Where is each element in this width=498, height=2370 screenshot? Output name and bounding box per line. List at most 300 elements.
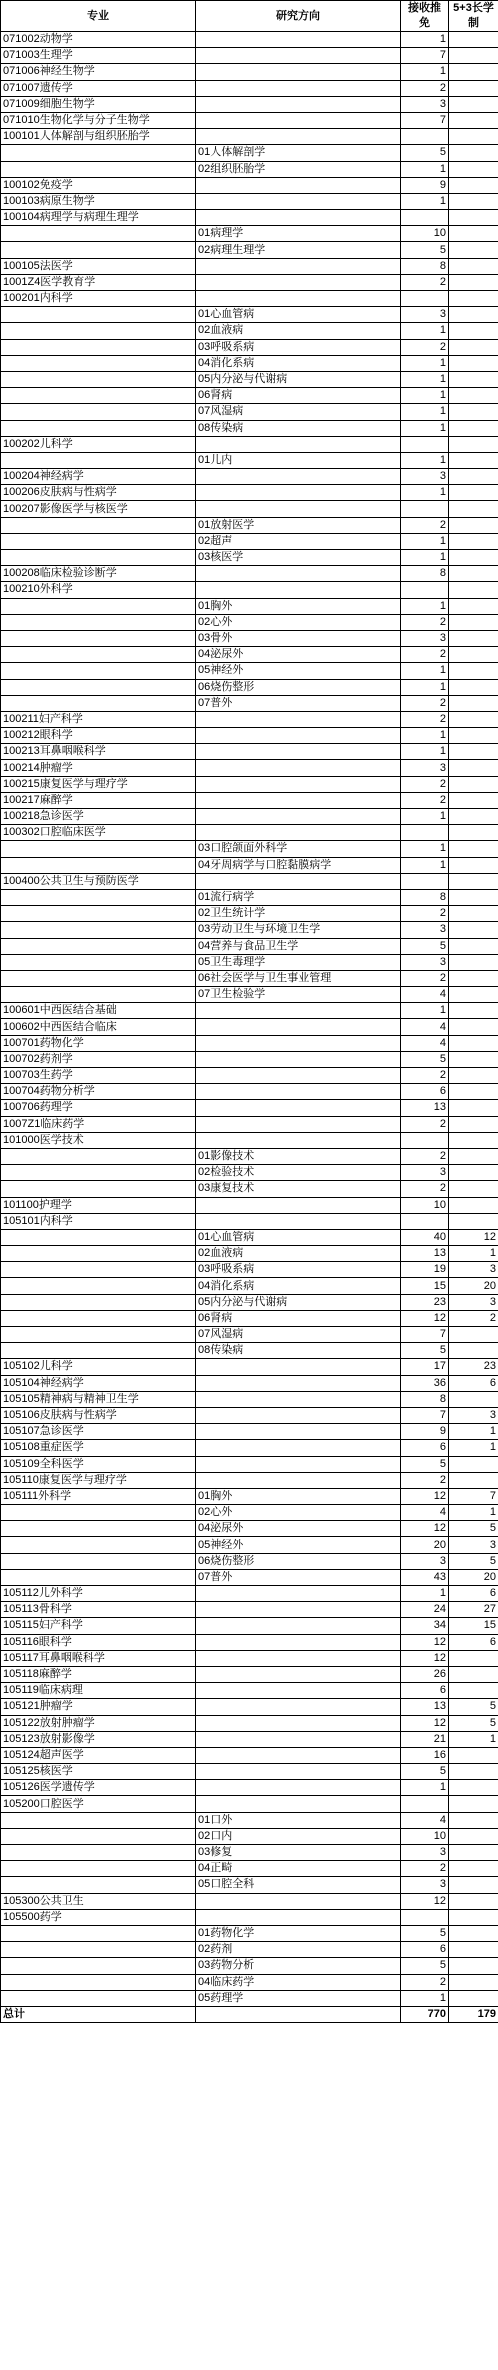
cell-direction: 06社会医学与卫生事业管理 xyxy=(196,970,401,986)
cell-major xyxy=(1,550,196,566)
cell-accept: 1 xyxy=(401,728,449,744)
cell-direction: 07普外 xyxy=(196,1569,401,1585)
cell-major xyxy=(1,1148,196,1164)
table-row xyxy=(1,1068,498,1084)
cell-accept xyxy=(401,1132,449,1148)
cell-accept: 1 xyxy=(401,355,449,371)
table-row xyxy=(1,1084,498,1100)
table-row xyxy=(1,1359,498,1375)
cell-direction xyxy=(196,1068,401,1084)
cell-track: 5 xyxy=(449,1521,498,1537)
cell-accept: 1 xyxy=(401,809,449,825)
cell-major xyxy=(1,1278,196,1294)
cell-direction xyxy=(196,1407,401,1423)
cell-direction: 05内分泌与代谢病 xyxy=(196,371,401,387)
table-row xyxy=(1,1683,498,1699)
cell-major xyxy=(1,307,196,323)
cell-direction xyxy=(196,1100,401,1116)
cell-direction: 01胸外 xyxy=(196,1488,401,1504)
cell-direction: 03劳动卫生与环境卫生学 xyxy=(196,922,401,938)
table-row xyxy=(1,1132,498,1148)
cell-track xyxy=(449,1877,498,1893)
cell-accept: 2 xyxy=(401,695,449,711)
cell-track xyxy=(449,1165,498,1181)
cell-direction xyxy=(196,210,401,226)
header-accept: 接收推免 xyxy=(401,1,449,32)
cell-track xyxy=(449,371,498,387)
table-row xyxy=(1,630,498,646)
cell-direction: 07风湿病 xyxy=(196,404,401,420)
cell-track xyxy=(449,825,498,841)
cell-major xyxy=(1,161,196,177)
cell-direction: 06烧伤整形 xyxy=(196,679,401,695)
cell-accept: 12 xyxy=(401,1715,449,1731)
cell-accept xyxy=(401,129,449,145)
table-row xyxy=(1,922,498,938)
cell-major xyxy=(1,339,196,355)
cell-accept: 3 xyxy=(401,1877,449,1893)
cell-major: 100201内科学 xyxy=(1,291,196,307)
table-row xyxy=(1,210,498,226)
table-row xyxy=(1,1294,498,1310)
cell-direction: 01胸外 xyxy=(196,598,401,614)
cell-direction xyxy=(196,873,401,889)
cell-accept: 1 xyxy=(401,679,449,695)
cell-direction: 02口内 xyxy=(196,1828,401,1844)
cell-direction: 05口腔全科 xyxy=(196,1877,401,1893)
cell-major: 105123放射影像学 xyxy=(1,1731,196,1747)
cell-major xyxy=(1,1974,196,1990)
table-row xyxy=(1,1148,498,1164)
cell-major: 100103病原生物学 xyxy=(1,193,196,209)
cell-accept xyxy=(401,582,449,598)
cell-accept: 5 xyxy=(401,145,449,161)
cell-direction xyxy=(196,274,401,290)
cell-major: 105101内科学 xyxy=(1,1213,196,1229)
cell-major: 105111外科学 xyxy=(1,1488,196,1504)
cell-accept: 6 xyxy=(401,1683,449,1699)
cell-track xyxy=(449,1051,498,1067)
table-row xyxy=(1,1181,498,1197)
cell-accept: 16 xyxy=(401,1747,449,1763)
cell-direction xyxy=(196,809,401,825)
cell-track xyxy=(449,1148,498,1164)
cell-major xyxy=(1,970,196,986)
table-row xyxy=(1,1003,498,1019)
cell-major: 100703生药学 xyxy=(1,1068,196,1084)
table-row xyxy=(1,1456,498,1472)
cell-accept: 5 xyxy=(401,1343,449,1359)
cell-track xyxy=(449,679,498,695)
cell-accept: 10 xyxy=(401,1197,449,1213)
table-row xyxy=(1,1051,498,1067)
cell-major xyxy=(1,1925,196,1941)
cell-accept: 1 xyxy=(401,533,449,549)
cell-track xyxy=(449,809,498,825)
cell-track xyxy=(449,96,498,112)
cell-track: 1 xyxy=(449,1505,498,1521)
cell-track xyxy=(449,210,498,226)
cell-accept: 20 xyxy=(401,1537,449,1553)
cell-major xyxy=(1,598,196,614)
cell-track xyxy=(449,1812,498,1828)
cell-major xyxy=(1,1861,196,1877)
cell-accept: 9 xyxy=(401,1424,449,1440)
cell-accept: 8 xyxy=(401,258,449,274)
cell-track xyxy=(449,857,498,873)
cell-direction: 05卫生毒理学 xyxy=(196,954,401,970)
cell-major: 100207影像医学与核医学 xyxy=(1,501,196,517)
table-row xyxy=(1,371,498,387)
cell-accept: 1 xyxy=(401,1780,449,1796)
table-row xyxy=(1,857,498,873)
cell-direction: 03口腔颌面外科学 xyxy=(196,841,401,857)
cell-track xyxy=(449,1019,498,1035)
cell-accept: 12 xyxy=(401,1521,449,1537)
cell-track xyxy=(449,566,498,582)
cell-track: 6 xyxy=(449,1375,498,1391)
cell-track xyxy=(449,1132,498,1148)
cell-accept: 15 xyxy=(401,1278,449,1294)
header-major: 专业 xyxy=(1,1,196,32)
cell-accept: 2 xyxy=(401,614,449,630)
cell-direction xyxy=(196,1035,401,1051)
cell-major: 105122放射肿瘤学 xyxy=(1,1715,196,1731)
table-row xyxy=(1,1990,498,2006)
cell-direction: 04营养与食品卫生学 xyxy=(196,938,401,954)
cell-major: 105104神经病学 xyxy=(1,1375,196,1391)
cell-accept: 6 xyxy=(401,1084,449,1100)
cell-direction xyxy=(196,485,401,501)
cell-major xyxy=(1,647,196,663)
table-row xyxy=(1,517,498,533)
cell-track xyxy=(449,614,498,630)
total-empty-cell xyxy=(196,2006,401,2022)
cell-major: 100302口腔临床医学 xyxy=(1,825,196,841)
cell-major: 100701药物化学 xyxy=(1,1035,196,1051)
total-row xyxy=(1,2006,498,2022)
cell-major: 105119临床病理 xyxy=(1,1683,196,1699)
cell-direction xyxy=(196,1747,401,1763)
cell-direction: 02组织胚胎学 xyxy=(196,161,401,177)
cell-major: 105200口腔医学 xyxy=(1,1796,196,1812)
cell-track xyxy=(449,1828,498,1844)
cell-direction xyxy=(196,566,401,582)
cell-major xyxy=(1,1246,196,1262)
table-row xyxy=(1,1812,498,1828)
cell-track xyxy=(449,711,498,727)
cell-track xyxy=(449,1068,498,1084)
cell-track xyxy=(449,388,498,404)
table-row xyxy=(1,1165,498,1181)
table-row xyxy=(1,258,498,274)
cell-major: 100601中西医结合基础 xyxy=(1,1003,196,1019)
table-row xyxy=(1,1861,498,1877)
table-row xyxy=(1,1877,498,1893)
cell-direction xyxy=(196,760,401,776)
table-header-row xyxy=(1,1,498,32)
cell-accept: 2 xyxy=(401,80,449,96)
cell-accept xyxy=(401,1796,449,1812)
cell-track xyxy=(449,501,498,517)
cell-track xyxy=(449,582,498,598)
cell-major xyxy=(1,695,196,711)
table-row xyxy=(1,1391,498,1407)
cell-direction: 04临床药学 xyxy=(196,1974,401,1990)
table-row xyxy=(1,96,498,112)
cell-major xyxy=(1,954,196,970)
cell-accept: 8 xyxy=(401,1391,449,1407)
cell-track xyxy=(449,64,498,80)
table-row xyxy=(1,1197,498,1213)
cell-direction xyxy=(196,1618,401,1634)
table-row xyxy=(1,1602,498,1618)
cell-accept: 1 xyxy=(401,371,449,387)
cell-direction xyxy=(196,728,401,744)
cell-major: 100215康复医学与理疗学 xyxy=(1,776,196,792)
cell-major xyxy=(1,841,196,857)
table-row xyxy=(1,970,498,986)
table-row xyxy=(1,80,498,96)
cell-accept: 1 xyxy=(401,598,449,614)
cell-major xyxy=(1,404,196,420)
cell-track xyxy=(449,485,498,501)
cell-major xyxy=(1,533,196,549)
table-row xyxy=(1,841,498,857)
cell-direction xyxy=(196,825,401,841)
cell-major xyxy=(1,1181,196,1197)
cell-direction xyxy=(196,711,401,727)
cell-major: 100208临床检验诊断学 xyxy=(1,566,196,582)
table-row xyxy=(1,1958,498,1974)
cell-accept: 1 xyxy=(401,485,449,501)
table-row xyxy=(1,436,498,452)
cell-major: 100706药理学 xyxy=(1,1100,196,1116)
cell-accept: 3 xyxy=(401,307,449,323)
cell-accept: 7 xyxy=(401,112,449,128)
cell-accept: 1 xyxy=(401,388,449,404)
table-row xyxy=(1,954,498,970)
table-row xyxy=(1,1310,498,1326)
cell-accept: 12 xyxy=(401,1893,449,1909)
cell-accept: 3 xyxy=(401,1553,449,1569)
table-row xyxy=(1,711,498,727)
cell-track: 5 xyxy=(449,1715,498,1731)
cell-major: 100217麻醉学 xyxy=(1,792,196,808)
table-row xyxy=(1,533,498,549)
cell-track xyxy=(449,1780,498,1796)
table-row xyxy=(1,1229,498,1245)
cell-track xyxy=(449,469,498,485)
table-row xyxy=(1,1116,498,1132)
cell-accept xyxy=(401,210,449,226)
cell-track xyxy=(449,695,498,711)
cell-direction xyxy=(196,177,401,193)
table-row xyxy=(1,1925,498,1941)
cell-direction xyxy=(196,193,401,209)
cell-direction: 02血液病 xyxy=(196,1246,401,1262)
cell-major: 101000医学技术 xyxy=(1,1132,196,1148)
cell-accept: 13 xyxy=(401,1699,449,1715)
cell-direction: 06肾病 xyxy=(196,1310,401,1326)
cell-major xyxy=(1,1990,196,2006)
table-row xyxy=(1,744,498,760)
cell-major: 100218急诊医学 xyxy=(1,809,196,825)
cell-track xyxy=(449,1958,498,1974)
cell-track xyxy=(449,1391,498,1407)
cell-track xyxy=(449,873,498,889)
cell-accept: 12 xyxy=(401,1488,449,1504)
cell-track xyxy=(449,112,498,128)
cell-track xyxy=(449,598,498,614)
cell-major: 105115妇产科学 xyxy=(1,1618,196,1634)
cell-track xyxy=(449,922,498,938)
cell-accept: 3 xyxy=(401,469,449,485)
cell-major: 100212眼科学 xyxy=(1,728,196,744)
cell-major: 100702药剂学 xyxy=(1,1051,196,1067)
table-row xyxy=(1,1828,498,1844)
cell-direction: 03呼吸系病 xyxy=(196,339,401,355)
cell-major xyxy=(1,1942,196,1958)
cell-accept: 1 xyxy=(401,1003,449,1019)
cell-major xyxy=(1,388,196,404)
cell-track xyxy=(449,987,498,1003)
table-row xyxy=(1,32,498,48)
cell-direction xyxy=(196,1731,401,1747)
cell-accept: 1 xyxy=(401,64,449,80)
cell-major: 105116眼科学 xyxy=(1,1634,196,1650)
cell-direction: 02心外 xyxy=(196,614,401,630)
cell-track xyxy=(449,226,498,242)
table-row xyxy=(1,1440,498,1456)
cell-track xyxy=(449,420,498,436)
cell-direction: 08传染病 xyxy=(196,1343,401,1359)
cell-accept: 5 xyxy=(401,1958,449,1974)
table-row xyxy=(1,1764,498,1780)
cell-direction: 01心血管病 xyxy=(196,1229,401,1245)
table-row xyxy=(1,355,498,371)
cell-direction xyxy=(196,1683,401,1699)
cell-track: 20 xyxy=(449,1569,498,1585)
cell-track: 3 xyxy=(449,1262,498,1278)
cell-major: 100214肿瘤学 xyxy=(1,760,196,776)
cell-major xyxy=(1,1569,196,1585)
table-row xyxy=(1,291,498,307)
cell-accept: 4 xyxy=(401,1035,449,1051)
cell-major: 105105精神病与精神卫生学 xyxy=(1,1391,196,1407)
table-row xyxy=(1,1650,498,1666)
cell-direction xyxy=(196,1019,401,1035)
cell-major xyxy=(1,1828,196,1844)
cell-accept: 3 xyxy=(401,1165,449,1181)
cell-direction xyxy=(196,1586,401,1602)
table-row xyxy=(1,873,498,889)
cell-track xyxy=(449,307,498,323)
cell-direction xyxy=(196,1699,401,1715)
table-row xyxy=(1,1618,498,1634)
cell-accept: 10 xyxy=(401,1828,449,1844)
cell-direction: 07卫生检验学 xyxy=(196,987,401,1003)
cell-track xyxy=(449,291,498,307)
cell-major: 101100护理学 xyxy=(1,1197,196,1213)
cell-track xyxy=(449,1197,498,1213)
cell-track xyxy=(449,1845,498,1861)
cell-direction xyxy=(196,1456,401,1472)
cell-direction: 02超声 xyxy=(196,533,401,549)
cell-accept: 3 xyxy=(401,630,449,646)
cell-direction xyxy=(196,1375,401,1391)
cell-direction xyxy=(196,1602,401,1618)
cell-direction: 04牙周病学与口腔黏膜病学 xyxy=(196,857,401,873)
cell-major: 105126医学遗传学 xyxy=(1,1780,196,1796)
table-row xyxy=(1,1780,498,1796)
cell-major: 071003生理学 xyxy=(1,48,196,64)
cell-accept: 3 xyxy=(401,954,449,970)
cell-major: 071002动物学 xyxy=(1,32,196,48)
cell-direction xyxy=(196,436,401,452)
cell-direction xyxy=(196,501,401,517)
table-row xyxy=(1,760,498,776)
cell-direction xyxy=(196,1472,401,1488)
cell-direction xyxy=(196,792,401,808)
cell-accept: 13 xyxy=(401,1246,449,1262)
table-row xyxy=(1,695,498,711)
cell-track xyxy=(449,1974,498,1990)
cell-major xyxy=(1,355,196,371)
cell-accept: 8 xyxy=(401,889,449,905)
cell-track xyxy=(449,1861,498,1877)
cell-direction xyxy=(196,1197,401,1213)
cell-direction xyxy=(196,1764,401,1780)
cell-track xyxy=(449,630,498,646)
table-row xyxy=(1,64,498,80)
cell-direction: 01人体解剖学 xyxy=(196,145,401,161)
table-row xyxy=(1,1666,498,1682)
cell-track xyxy=(449,550,498,566)
cell-accept: 12 xyxy=(401,1310,449,1326)
cell-major: 105106皮肤病与性病学 xyxy=(1,1407,196,1423)
cell-major xyxy=(1,679,196,695)
cell-accept: 2 xyxy=(401,1148,449,1164)
cell-track xyxy=(449,452,498,468)
cell-major xyxy=(1,922,196,938)
cell-accept: 19 xyxy=(401,1262,449,1278)
cell-direction xyxy=(196,1780,401,1796)
cell-major xyxy=(1,242,196,258)
cell-track xyxy=(449,1990,498,2006)
table-row xyxy=(1,1375,498,1391)
cell-accept: 7 xyxy=(401,48,449,64)
cell-track xyxy=(449,1327,498,1343)
cell-direction: 04泌尿外 xyxy=(196,1521,401,1537)
cell-accept: 43 xyxy=(401,1569,449,1585)
cell-accept xyxy=(401,825,449,841)
cell-accept: 1 xyxy=(401,841,449,857)
cell-track xyxy=(449,1683,498,1699)
cell-direction: 02卫生统计学 xyxy=(196,906,401,922)
table-row xyxy=(1,1893,498,1909)
table-row xyxy=(1,501,498,517)
cell-track xyxy=(449,404,498,420)
table-row xyxy=(1,1537,498,1553)
cell-major: 100704药物分析学 xyxy=(1,1084,196,1100)
cell-major xyxy=(1,1553,196,1569)
cell-major: 105112儿外科学 xyxy=(1,1586,196,1602)
cell-accept: 10 xyxy=(401,226,449,242)
cell-accept: 2 xyxy=(401,274,449,290)
table-row xyxy=(1,1521,498,1537)
cell-accept: 1 xyxy=(401,420,449,436)
